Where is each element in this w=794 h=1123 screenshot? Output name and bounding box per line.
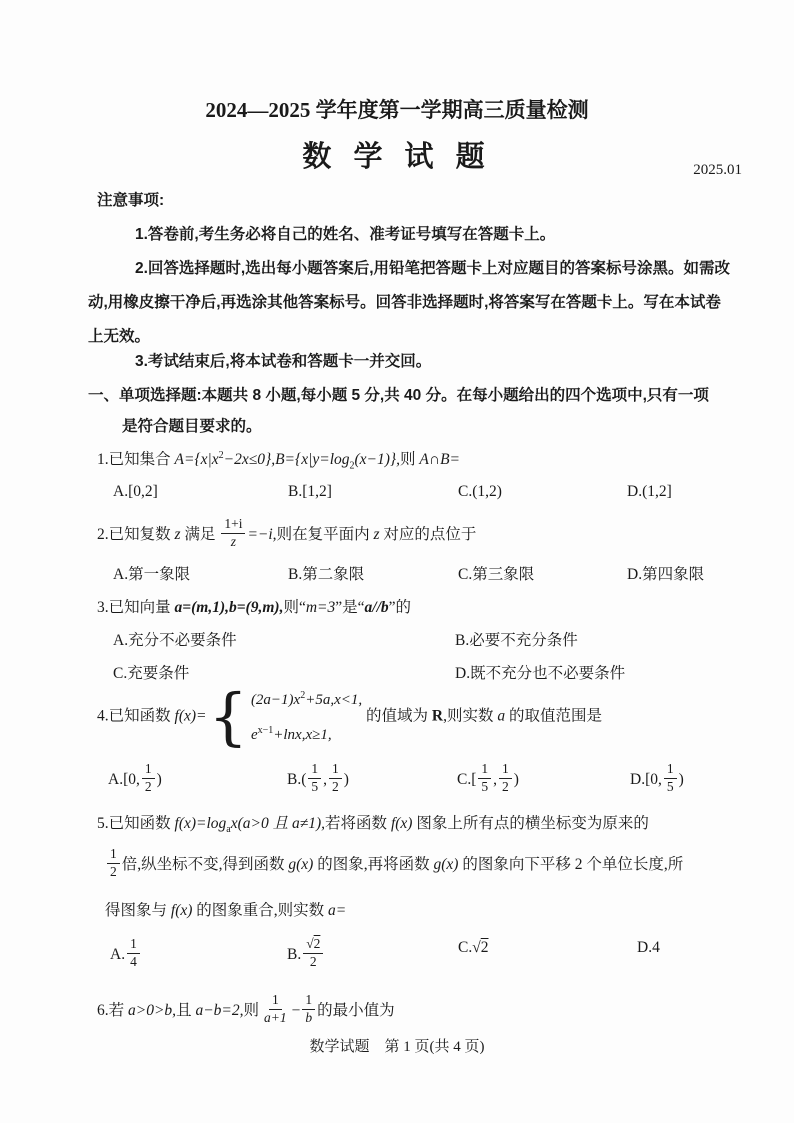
fraction	[221, 516, 245, 551]
fraction-denominator: b	[305, 1009, 313, 1025]
fraction-numerator: 1+i	[221, 516, 245, 534]
math-segment: +lnx,x≥1,	[273, 726, 332, 743]
text-segment: B.	[287, 945, 302, 963]
text-segment: 的取值范围是	[505, 707, 602, 725]
fraction-numerator: 1	[269, 992, 282, 1010]
case-row-1	[251, 689, 362, 710]
fraction-denominator: 2	[110, 863, 117, 879]
fraction	[302, 992, 315, 1027]
case-row-2	[251, 724, 362, 745]
fraction	[107, 846, 120, 881]
option-d: D.既不充分也不必要条件	[455, 665, 626, 682]
math-segment: (2a−1)x	[250, 692, 301, 709]
text-segment: 则“	[283, 599, 306, 616]
option-c	[457, 763, 519, 798]
superscript: 2	[300, 690, 306, 702]
page-footer: 数学试题 第 1 页(共 4 页)	[309, 1039, 485, 1055]
text-segment: 的值域为	[362, 707, 432, 725]
question-5-stem-line-2	[105, 848, 683, 883]
option-a	[110, 938, 142, 973]
fraction-numerator: 1	[142, 761, 155, 779]
superscript: 2	[218, 450, 224, 461]
math-segment: +5a,x<1,	[305, 692, 363, 709]
fraction	[329, 761, 342, 796]
option-c: C.第三象限	[458, 566, 535, 583]
text-segment: 的图象重合,则实数	[192, 902, 329, 919]
question-5-stem-line-1	[97, 814, 649, 837]
fraction-denominator: a+1	[264, 1009, 287, 1025]
option-c: C.充要条件	[113, 665, 190, 682]
math-segment: g(x)	[433, 855, 459, 873]
text-segment: 则	[243, 1001, 260, 1019]
fraction-denominator: 5	[666, 778, 674, 794]
option-b: B.[1,2]	[288, 483, 332, 500]
math-segment: a>0>b,	[128, 1001, 177, 1019]
fraction-numerator: 1	[302, 992, 315, 1010]
fraction-numerator: 1	[499, 761, 512, 779]
text-segment: )	[343, 770, 349, 788]
sqrt-icon: √	[472, 939, 481, 956]
math-segment: a//b	[364, 599, 389, 616]
text-segment: C.[	[457, 770, 477, 788]
math-segment: A={x|x	[174, 451, 219, 469]
notice-heading: 注意事项:	[97, 192, 165, 209]
math-segment: f(x)	[170, 902, 193, 919]
math-segment: a=(m,1),b=(9,m),	[174, 599, 284, 616]
math-segment: a−b=2,	[195, 1001, 244, 1019]
option-d: D.4	[637, 939, 660, 956]
text-segment: ,	[493, 770, 497, 788]
text-segment: 3.已知向量	[97, 599, 175, 616]
question-6-stem	[97, 994, 395, 1029]
option-c	[458, 938, 488, 959]
fraction-denominator: 2	[144, 778, 152, 794]
exam-date: 2025.01	[693, 162, 742, 178]
text-segment: A.	[110, 945, 126, 963]
question-2-stem	[97, 518, 476, 553]
exam-session-title: 2024—2025 学年度第一学期高三质量检测	[205, 98, 589, 122]
text-segment: C.	[458, 939, 473, 956]
math-segment: f(x)=	[174, 707, 207, 725]
fraction	[261, 992, 290, 1027]
math-segment: a	[497, 707, 506, 725]
text-segment: 则在复平面内	[276, 525, 374, 543]
exam-title: 数 学 试 题	[302, 141, 492, 173]
question-5-stem-line-3	[105, 901, 346, 922]
option-b: B.第二象限	[288, 566, 365, 583]
option-a	[108, 763, 162, 798]
text-segment: 1.已知集合	[97, 451, 175, 469]
option-a: A.充分不必要条件	[113, 632, 237, 649]
notice-item-1: 1.答卷前,考生务必将自己的姓名、准考证号填写在答题卡上。	[135, 226, 556, 243]
fraction	[142, 761, 155, 796]
math-segment: f(x)	[390, 815, 413, 832]
math-segment: z	[373, 525, 380, 543]
text-segment: 图象上所有点的横坐标变为原来的	[412, 815, 649, 832]
section-1-header-line-1: 一、单项选择题:本题共 8 小题,每小题 5 分,共 40 分。在每小题给出的四个选项中,只有一项	[88, 387, 709, 404]
option-d: D.第四象限	[627, 566, 705, 583]
text-segment: 则	[400, 451, 420, 469]
fraction-denominator: 2	[332, 778, 339, 794]
math-segment: f(x)=log	[174, 815, 227, 832]
text-segment: ”的	[388, 599, 412, 616]
text-segment: ,	[323, 770, 327, 788]
option-d	[630, 763, 684, 798]
fraction-denominator: 4	[130, 953, 137, 969]
superscript: x−1	[257, 724, 274, 736]
option-c: C.(1,2)	[458, 483, 502, 500]
text-segment: 且	[176, 1001, 196, 1019]
subscript: 2	[349, 460, 355, 472]
text-segment: 的图象,再将函数	[313, 855, 434, 873]
math-segment: A∩B=	[419, 451, 460, 469]
sqrt-icon: √	[306, 936, 314, 951]
fraction-denominator: 2	[309, 953, 317, 969]
fraction	[499, 761, 512, 796]
fraction	[664, 761, 677, 796]
subscript: a	[226, 824, 231, 836]
fraction-numerator: 1	[478, 761, 491, 779]
section-1-header-line-2: 是符合题目要求的。	[122, 418, 262, 435]
question-3-stem	[97, 598, 411, 619]
option-d: D.(1,2]	[627, 483, 672, 500]
notice-item-2-line-3: 上无效。	[88, 328, 151, 345]
math-segment: g(x)	[288, 855, 314, 873]
fraction-numerator: 1	[329, 761, 342, 779]
text-segment: 6.若	[97, 1001, 129, 1019]
notice-item-2-line-1: 2.回答选择题时,选出每小题答案后,用铅笔把答题卡上对应题目的答案标号涂黑。如需改	[135, 260, 731, 277]
fraction-denominator: 2	[502, 778, 509, 794]
option-a: A.[0,2]	[113, 483, 158, 500]
text-segment: 得图象与	[105, 902, 171, 919]
sqrt-radicand: 2	[480, 939, 489, 956]
option-b: B.必要不充分条件	[455, 632, 578, 649]
text-segment: 满足	[180, 525, 220, 543]
math-segment: m=3	[305, 599, 336, 616]
question-4-stem	[97, 680, 602, 753]
option-b	[287, 763, 349, 798]
option-b	[287, 938, 325, 973]
math-segment: e	[250, 726, 258, 743]
fraction	[478, 761, 491, 796]
math-segment: x(a>0 且 a≠1),	[230, 815, 326, 832]
text-segment: D.[0,	[630, 770, 662, 788]
math-segment: R	[431, 707, 444, 725]
text-segment: )	[678, 770, 684, 788]
option-a: A.第一象限	[113, 566, 191, 583]
fraction-numerator	[303, 936, 323, 954]
text-segment: ,则实数	[443, 707, 498, 725]
text-segment: 2.已知复数	[97, 525, 175, 543]
fraction	[308, 761, 321, 796]
fraction	[127, 936, 140, 971]
notice-item-3: 3.考试结束后,将本试卷和答题卡一并交回。	[135, 353, 432, 370]
fraction-numerator: 1	[127, 936, 140, 954]
text-segment: 的图象向下平移 2 个单位长度,所	[458, 855, 684, 873]
piecewise-cases	[251, 689, 362, 745]
math-segment: (x−1)},	[354, 451, 401, 469]
sqrt-radicand: 2	[313, 936, 321, 951]
text-segment: 倍,纵坐标不变,得到函数	[121, 855, 289, 873]
question-1-stem	[97, 449, 460, 473]
math-segment: −2x≤0},B={x|y=log	[223, 451, 350, 469]
fraction-numerator: 1	[308, 761, 321, 779]
math-segment: z	[174, 525, 181, 543]
math-segment: a=	[328, 902, 347, 919]
text-segment: B.(	[287, 770, 307, 788]
fraction-denominator: z	[230, 533, 237, 549]
text-segment: A.[0,	[108, 770, 140, 788]
fraction-numerator: 1	[664, 761, 677, 779]
fraction-numerator: 1	[107, 846, 120, 864]
piecewise-function	[206, 680, 363, 753]
text-segment: 对应的点位于	[379, 525, 477, 543]
text-segment: 的最小值为	[317, 1001, 395, 1019]
curly-brace: {	[208, 680, 248, 753]
fraction-denominator: 5	[481, 778, 489, 794]
notice-item-2-line-2: 动,用橡皮擦干净后,再选涂其他答案标号。回答非选择题时,将答案写在答题卡上。写在本试卷	[88, 294, 721, 311]
fraction	[303, 936, 323, 971]
text-segment: 若将函数	[325, 815, 391, 832]
math-segment: =−i,	[247, 525, 277, 543]
math-segment: −	[291, 1001, 301, 1019]
text-segment: )	[513, 770, 519, 788]
text-segment: )	[156, 770, 162, 788]
text-segment: 5.已知函数	[97, 815, 175, 832]
text-segment: 4.已知函数	[97, 707, 175, 725]
fraction-denominator: 5	[311, 778, 319, 794]
text-segment: ”是“	[335, 599, 365, 616]
